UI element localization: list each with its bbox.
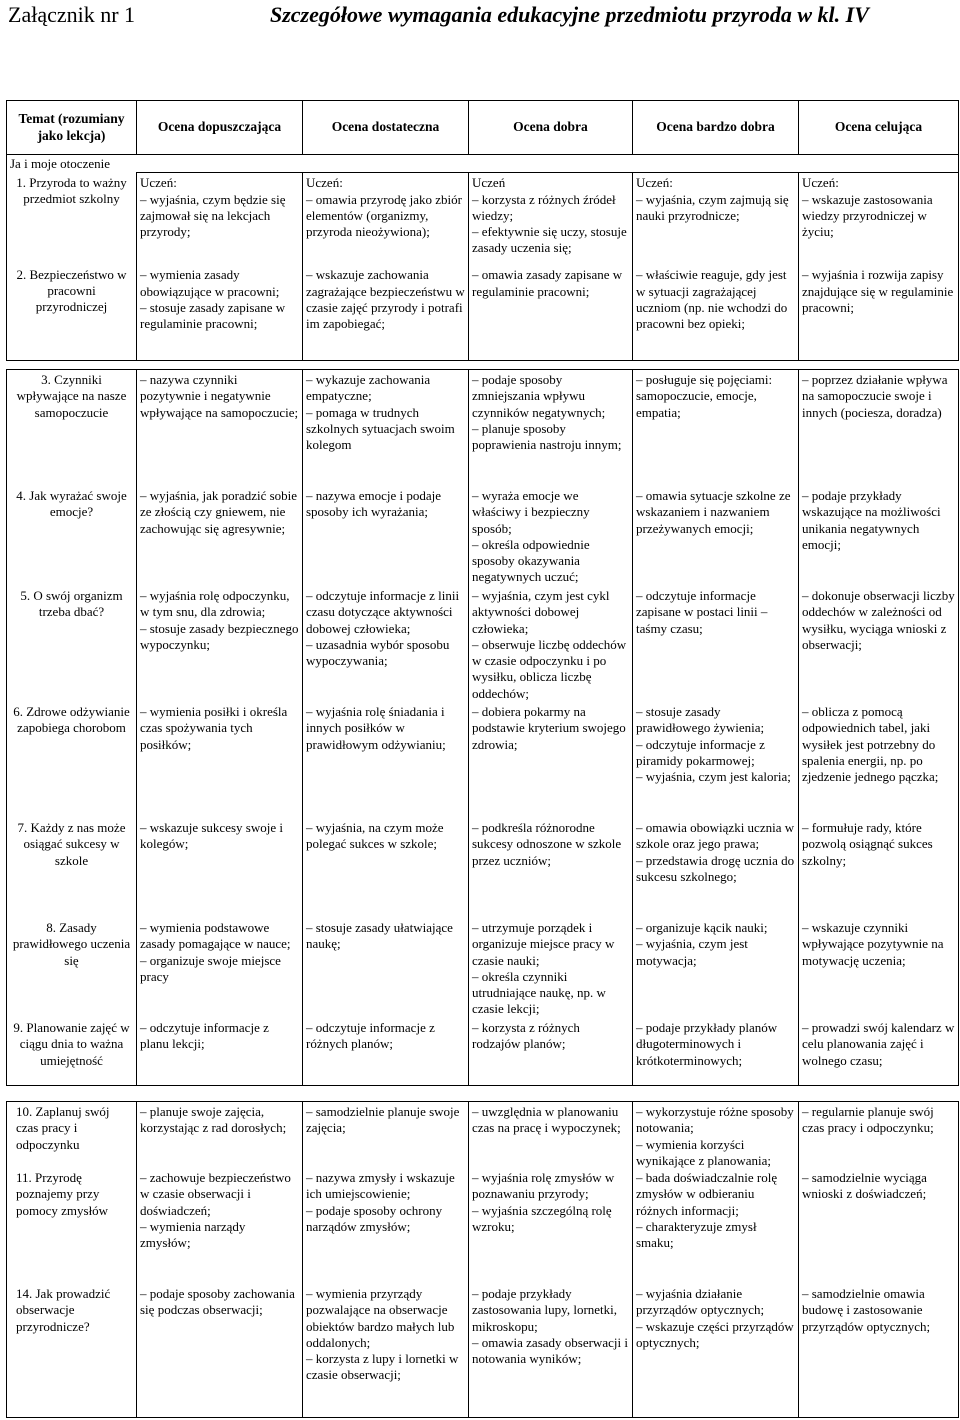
topic-2: 2. Bezpieczeństwo w pracowni przyrodniczej <box>16 266 127 315</box>
cell-text: – omawia zasady zapisane w regulaminie pracowni; <box>472 267 623 299</box>
cell-text: – wyjaśnia rolę śniadania i innych posiłków w prawidłowym odżywianiu; <box>306 704 446 752</box>
annex-label: Załącznik nr 1 <box>8 2 136 27</box>
cell-text: – wyjaśnia, na czym może polegać sukces w szkole; <box>306 820 444 852</box>
table-row <box>7 1102 959 1418</box>
cell-text: – wyjaśnia rolę zmysłów w poznawaniu przyrody; – wyjaśnia szczególną rolę wzroku; <box>472 1170 615 1234</box>
cell-text: Uczeń: – wskazuje zastosowania wiedzy przyrodniczej w życiu; <box>802 175 933 240</box>
col-header-grade-5: Ocena bardzo dobra <box>633 101 799 155</box>
topic-10: 10. Zaplanuj swój czas pracy i odpoczynku <box>16 1104 110 1152</box>
cell-text: – wykorzystuje różne sposoby notowania; – wymienia korzyści wynikające z planowania; <box>636 1104 794 1168</box>
col-header-grade-6: Ocena celująca <box>799 101 959 155</box>
col-header-topic: Temat (rozumiany jako lekcja) <box>7 101 137 155</box>
cell-text: – wyjaśnia działanie przyrządów optycznych; – wskazuje części przyrządów optycznych; <box>636 1286 794 1350</box>
cell-text: – wymienia zasady obowiązujące w pracowni; – stosuje zasady zapisane w regulaminie pracowni; <box>140 267 286 332</box>
cell-text: – podaje sposoby zachowania się podczas obserwacji; <box>140 1286 295 1318</box>
cell-text: – nazywa zmysły i wskazuje ich umiejscowienie; – podaje sposoby ochrony narządów zmysłów; <box>306 1170 455 1234</box>
cell-text: – posługuje się pojęciami: samopoczucie, emocje, empatia; <box>636 372 773 420</box>
section-row <box>7 155 959 173</box>
cell-text: – odczytuje informacje z planu lekcji; <box>140 1020 269 1052</box>
cell-text: – utrzymuje porządek i organizuje miejsce pracy w czasie nauki; – określa czynniki utrudniające naukę, np. w czasie lekcji; <box>472 920 615 1017</box>
cell-text: – wyjaśnia, czym jest cykl aktywności dobowej człowieka; – obserwuje liczbę oddechów w czasie odpoczynku i po wysiłku, oblicza liczbę oddechów; <box>472 588 627 701</box>
cell-text: – wyjaśnia i rozwija zapisy znajdujące się w regulaminie pracowni; <box>802 267 954 315</box>
topic-6: 6. Zdrowe odżywianie zapobiega chorobom <box>13 704 130 736</box>
cell-text: – dokonuje obserwacji liczby oddechów w zależności od wysiłku, wyciąga wnioski z obserwacji; <box>802 588 955 652</box>
cell-text: – wymienia przyrządy pozwalające na obserwacje obiektów bardzo małych lub oddalonych; – korzysta z lupy i lornetki w czasie obserwacji; <box>306 1286 459 1383</box>
cell-text: – podaje przykłady zastosowania lupy, lornetki, mikroskopu; – omawia zasady obserwacji i notowania wyników; <box>472 1286 628 1367</box>
section-title: Ja i moje otoczenie <box>7 155 959 173</box>
page-header <box>0 0 960 40</box>
cell-text: – nazywa emocje i podaje sposoby ich wyrażania; <box>306 488 441 520</box>
table-row <box>7 173 959 361</box>
cell-text: – dobiera pokarmy na podstawie kryterium swojego zdrowia; <box>472 704 626 752</box>
cell-text: – oblicza z pomocą odpowiednich tabel, jaki wysiłek jest potrzebny do spalenia energii, np. po zjedzenie jednego pączka; <box>802 704 939 785</box>
document-title: Szczegółowe wymagania edukacyjne przedmiotu przyroda w kl. IV <box>270 2 869 27</box>
cell-text: – wskazuje zachowania zagrażające bezpieczeństwu w czasie zajęć przyrody i potrafi im zapobiegać; <box>306 267 465 332</box>
col-header-grade-2: Ocena dopuszczająca <box>137 101 303 155</box>
topic-7: 7. Każdy z nas może osiągać sukcesy w szkole <box>17 820 126 868</box>
table-row <box>7 370 959 1086</box>
topic-9: 9. Planowanie zajęć w ciągu dnia to ważna umiejętność <box>13 1020 130 1068</box>
cell-text: – samodzielnie planuje swoje zajęcia; <box>306 1104 460 1136</box>
col-header-grade-4: Ocena dobra <box>469 101 633 155</box>
topic-11: 11. Przyrodę poznajemy przy pomocy zmysłów <box>16 1170 109 1218</box>
topic-14: 14. Jak prowadzić obserwacje przyrodnicze? <box>16 1286 111 1334</box>
table-header-row <box>7 101 959 155</box>
cell-text: – stosuje zasady prawidłowego żywienia; – odczytuje informacje z piramidy pokarmowej; – wyjaśnia, czym jest kaloria; <box>636 704 791 785</box>
cell-text: – poprzez działanie wpływa na samopoczucie swoje i innych (pociesza, doradza) <box>802 372 948 420</box>
cell-text: – wykazuje zachowania empatyczne; – pomaga w trudnych szkolnych sytuacjach swoim kolegom <box>306 372 455 453</box>
cell-text: – omawia obowiązki ucznia w szkole oraz jego prawa; – przedstawia drogę ucznia do sukcesu szkolnego; <box>636 820 795 884</box>
cell-text: – wyraża emocje we właściwy i bezpieczny sposób; – określa odpowiednie sposoby okazywania negatywnych uczuć; <box>472 488 590 585</box>
cell-text: – podkreśla różnorodne sukcesy odnoszone w szkole przez uczniów; <box>472 820 622 868</box>
cell-text: – nazywa czynniki pozytywnie i negatywnie wpływające na samopoczucie; <box>140 372 299 420</box>
cell-text: – wskazuje sukcesy swoje i kolegów; <box>140 820 283 852</box>
cell-text: – bada doświadczalnie rolę zmysłów w odbieraniu różnych informacji; – charakteryzuje zmysł smaku; <box>636 1170 778 1251</box>
topic-5: 5. O swój organizm trzeba dbać? <box>20 588 123 620</box>
cell-text: Uczeń: – wyjaśnia, czym będzie się zajmował się na lekcjach przyrody; <box>140 175 286 240</box>
cell-text: – odczytuje informacje zapisane w postaci linii – taśmy czasu; <box>636 588 768 636</box>
cell-text: – podaje przykłady wskazujące na możliwości unikania negatywnych emocji; <box>802 488 941 552</box>
cell-text: Uczeń – korzysta z różnych źródeł wiedzy; – efektywnie się uczy, stosuje zasady uczenia się; <box>472 175 627 256</box>
cell-text: – podaje sposoby zmniejszania wpływu czynników negatywnych; – planuje sposoby poprawienia nastroju innym; <box>472 372 622 453</box>
cell-text: – korzysta z różnych rodzajów planów; <box>472 1020 580 1052</box>
col-header-grade-3: Ocena dostateczna <box>303 101 469 155</box>
requirements-table-part-1 <box>6 100 959 361</box>
cell-text: – samodzielnie wyciąga wnioski z doświadczeń; <box>802 1170 927 1202</box>
cell-text: – wyjaśnia rolę odpoczynku, w tym snu, dla zdrowia; – stosuje zasady bezpiecznego wypoczynku; <box>140 588 299 652</box>
cell-text: – samodzielnie omawia budowę i zastosowanie przyrządów optycznych; <box>802 1286 931 1334</box>
cell-text: – formułuje rady, które pozwolą osiągnąć sukces szkolny; <box>802 820 933 868</box>
topic-3: 3. Czynniki wpływające na nasze samopoczucie <box>16 372 127 420</box>
cell-text: – wymienia posiłki i określa czas spożywania tych posiłków; <box>140 704 288 752</box>
cell-text: – właściwie reaguje, gdy jest w sytuacji zagrażającej uczniom (np. nie wchodzi do pracowni bez opieki; <box>636 267 788 332</box>
requirements-table-part-3 <box>6 1101 959 1418</box>
cell-text: – regularnie planuje swój czas pracy i odpoczynku; <box>802 1104 934 1136</box>
topic-8: 8. Zasady prawidłowego uczenia się <box>12 920 131 968</box>
topic-4: 4. Jak wyrażać swoje emocje? <box>16 488 127 520</box>
cell-text: – odczytuje informacje z linii czasu dotyczące aktywności dobowej człowieka; – uzasadnia wybór sposobu wypoczywania; <box>306 588 460 669</box>
topic-1: 1. Przyroda to ważny przedmiot szkolny <box>16 174 127 207</box>
cell-text: – wymienia podstawowe zasady pomagające w nauce; – organizuje swoje miejsce pracy <box>140 920 291 984</box>
cell-text: – stosuje zasady ułatwiające naukę; <box>306 920 453 952</box>
cell-text: Uczeń: – wyjaśnia, czym zajmują się nauki przyrodnicze; <box>636 175 789 223</box>
cell-text: – omawia sytuacje szkolne ze wskazaniem i nazwaniem przeżywanych emocji; <box>636 488 791 536</box>
cell-text: – prowadzi swój kalendarz w celu planowania zajęć i wolnego czasu; <box>802 1020 955 1068</box>
cell-text: Uczeń: – omawia przyrodę jako zbiór elementów (organizmy, przyroda nieożywiona); <box>306 175 462 240</box>
cell-text: – podaje przykłady planów długoterminowych i krótkoterminowych; <box>636 1020 778 1068</box>
cell-text: – uwzględnia w planowaniu czas na pracę i wypoczynek; <box>472 1104 621 1136</box>
cell-text: – wyjaśnia, jak poradzić sobie ze złością czy gniewem, nie zachowując się agresywnie; <box>140 488 298 536</box>
requirements-table-part-2 <box>6 369 959 1086</box>
cell-text: – organizuje kącik nauki; – wyjaśnia, czym jest motywacja; <box>636 920 768 968</box>
cell-text: – wskazuje czynniki wpływające pozytywnie na motywację uczenia; <box>802 920 944 968</box>
cell-text: – zachowuje bezpieczeństwo w czasie obserwacji i doświadczeń; – wymienia narządy zmysłów; <box>140 1170 291 1251</box>
cell-text: – planuje swoje zajęcia, korzystając z rad dorosłych; <box>140 1104 287 1136</box>
cell-text: – odczytuje informacje z różnych planów; <box>306 1020 435 1052</box>
